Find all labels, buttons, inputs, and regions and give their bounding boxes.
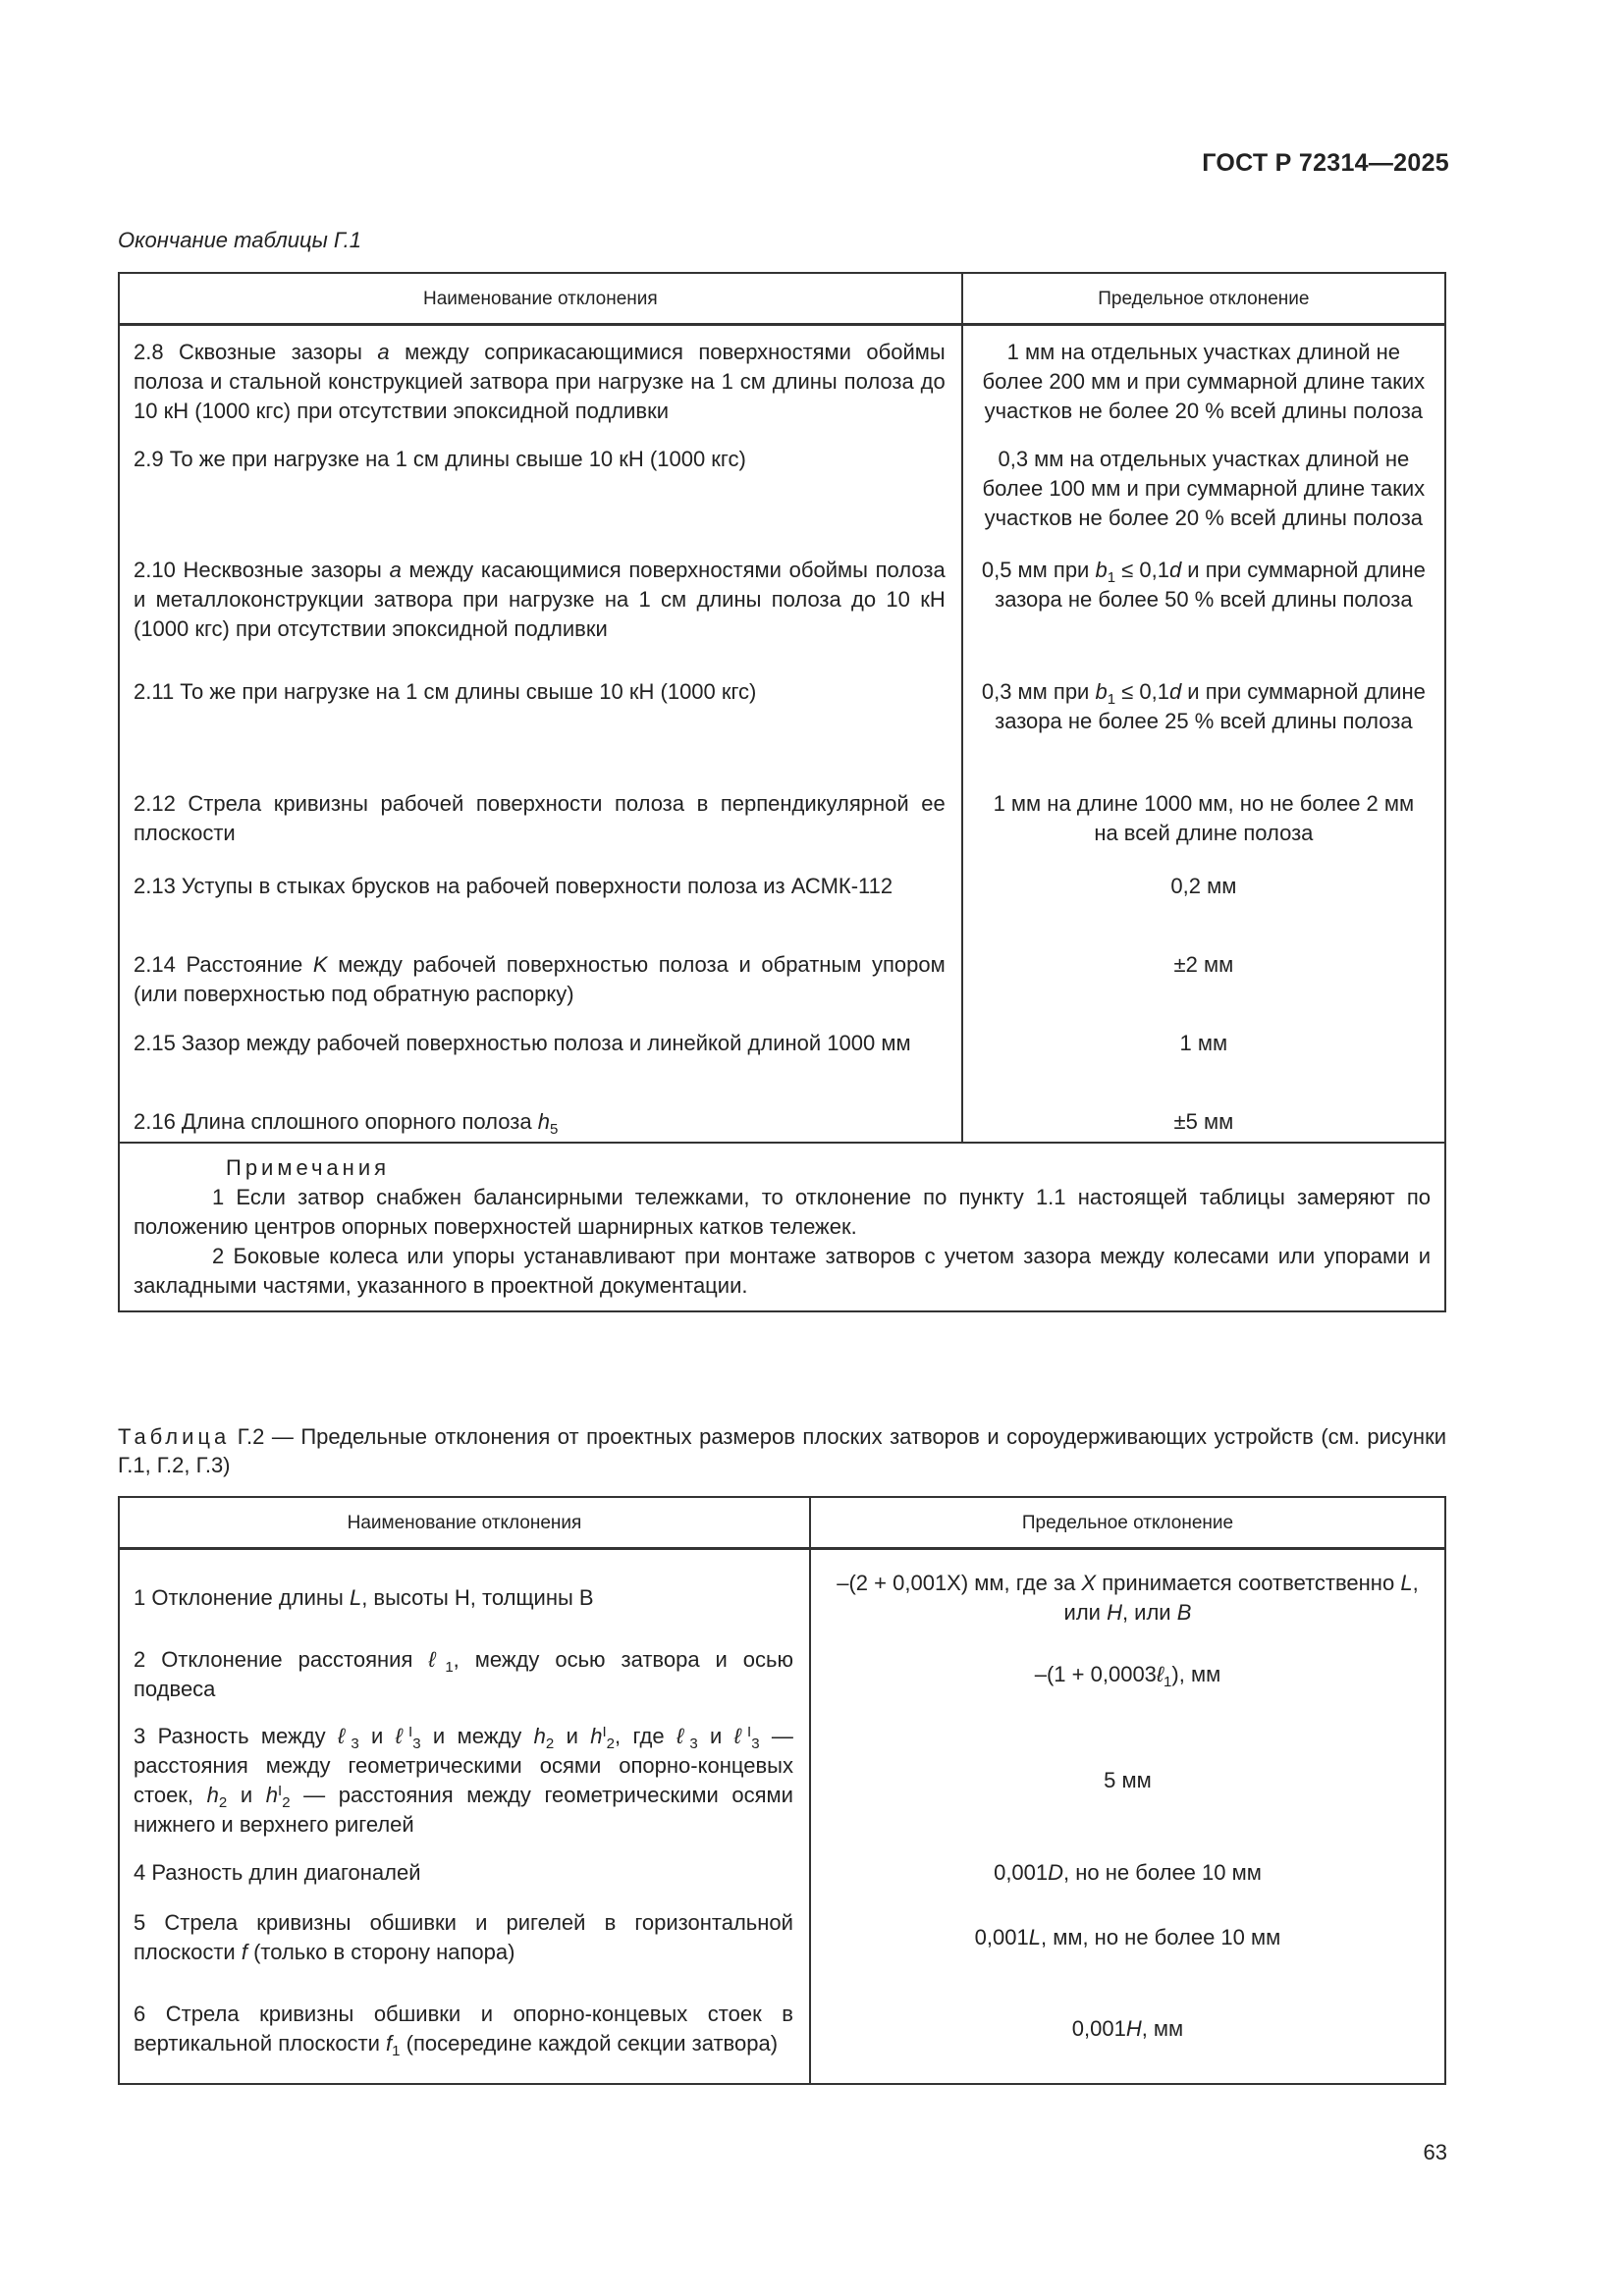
row-limit-cell: –(1 + 0,0003ℓ$_1$), мм bbox=[810, 1634, 1445, 1715]
row-name-cell: 2.13 Уступы в стыках брусков на рабочей поверхности полоза из АСМК-112 bbox=[119, 853, 962, 932]
row-limit-cell: ±5 мм bbox=[962, 1089, 1445, 1143]
row-name-cell: 2.11 То же при нагрузке на 1 см длины свыше 10 кН (1000 кгс) bbox=[119, 659, 962, 771]
table-row bbox=[119, 932, 1445, 1010]
page-number: 63 bbox=[1423, 2140, 1447, 2164]
note-item: 2 Боковые колеса или упоры устанавливают при монтаже затворов с учетом зазора между колесами или упорами и закладными частями, указанного в проектной документации. bbox=[134, 1244, 1431, 1298]
row-limit-cell: 0,001L, мм, но не более 10 мм bbox=[810, 1899, 1445, 1976]
row-name-cell: 2.10 Несквозные зазоры a между касающимися поверхностями обоймы полоза и металлоконструкции затвора при нагрузке на 1 см длины полоза до 10 кН (1000 кгс) при отсутствии эпоксидной подливки bbox=[119, 537, 962, 659]
row-limit-cell: 0,3 мм при $b_1 \le 0,1d$ и при суммарной длине зазора не более 25 % всей длины полоза bbox=[962, 659, 1445, 771]
row-limit-cell: 0,3 мм на отдельных участках длиной не более 100 мм и при суммарной длине таких участков не более 20 % всей длины полоза bbox=[962, 426, 1445, 537]
row-name-cell: 2.15 Зазор между рабочей поверхностью полоза и линейкой длиной 1000 мм bbox=[119, 1010, 962, 1089]
row-name-cell: 2.16 Длина сплошного опорного полоза $h_5$ bbox=[119, 1089, 962, 1143]
table-row bbox=[119, 1715, 1445, 1846]
document-code: ГОСТ Р 72314—2025 bbox=[1202, 149, 1449, 177]
table2-caption bbox=[118, 1422, 1446, 1479]
row-name-cell: 4 Разность длин диагоналей bbox=[119, 1846, 810, 1899]
table-row bbox=[119, 659, 1445, 771]
table-row bbox=[119, 1010, 1445, 1089]
table2-caption-text: Г.2 — Предельные отклонения от проектных размеров плоских затворов и сороудерживающих устройств (см. рисунки Г.1, Г.2, Г.3) bbox=[118, 1424, 1446, 1477]
table1-notes bbox=[119, 1143, 1445, 1311]
row-limit-cell: 0,001D, но не более 10 мм bbox=[810, 1846, 1445, 1899]
table2-col-header-name: Наименование отклонения bbox=[119, 1497, 810, 1549]
row-name-cell: 3 Разность между ℓ$_3$ и ℓ$^I_3$ и между $h_2$ и $h^I_2$, где ℓ$_3$ и ℓ$^I_3$ — расстояния между геометрическими осями опорно-концевых стоек, $h_2$ и $h^I_2$ — расстояния между геометрическими осями нижнего и верхнего ригелей bbox=[119, 1715, 810, 1846]
notes-title: Примечания bbox=[226, 1155, 391, 1180]
row-limit-cell: 5 мм bbox=[810, 1715, 1445, 1846]
table2-caption-label: Таблица bbox=[118, 1424, 231, 1449]
table-row bbox=[119, 426, 1445, 537]
row-limit-cell: 0,2 мм bbox=[962, 853, 1445, 932]
table1 bbox=[118, 272, 1446, 1312]
table-row bbox=[119, 1634, 1445, 1715]
table-row bbox=[119, 325, 1445, 427]
row-limit-cell: 1 мм bbox=[962, 1010, 1445, 1089]
row-name-cell: 1 Отклонение длины L, высоты Н, толщины В bbox=[119, 1549, 810, 1634]
table2 bbox=[118, 1496, 1446, 2085]
row-name-cell: 2.9 То же при нагрузке на 1 см длины свыше 10 кН (1000 кгс) bbox=[119, 426, 962, 537]
row-name-cell: 2.12 Стрела кривизны рабочей поверхности полоза в перпендикулярной ее плоскости bbox=[119, 771, 962, 853]
table-row bbox=[119, 1846, 1445, 1899]
table1-caption: Окончание таблицы Г.1 bbox=[118, 228, 361, 252]
row-limit-cell: 0,001Н, мм bbox=[810, 1976, 1445, 2084]
table-row bbox=[119, 1549, 1445, 1634]
row-limit-cell: 0,5 мм при $b_1 \le 0,1d$ и при суммарной длине зазора не более 50 % всей длины полоза bbox=[962, 537, 1445, 659]
row-limit-cell: ±2 мм bbox=[962, 932, 1445, 1010]
table-row bbox=[119, 1899, 1445, 1976]
table-row bbox=[119, 771, 1445, 853]
table-row bbox=[119, 853, 1445, 932]
table1-notes-row bbox=[119, 1143, 1445, 1311]
row-limit-cell: –(2 + 0,001Х) мм, где за X принимается соответственно L, или Н, или В bbox=[810, 1549, 1445, 1634]
table1-col-header-limit: Предельное отклонение bbox=[962, 273, 1445, 325]
row-limit-cell: 1 мм на длине 1000 мм, но не более 2 мм на всей длине полоза bbox=[962, 771, 1445, 853]
row-name-cell: 5 Стрела кривизны обшивки и ригелей в горизонтальной плоскости f (только в сторону напора) bbox=[119, 1899, 810, 1976]
table-row bbox=[119, 537, 1445, 659]
row-name-cell: 2.14 Расстояние K между рабочей поверхностью полоза и обратным упором (или поверхностью под обратную распорку) bbox=[119, 932, 962, 1010]
table-row bbox=[119, 1976, 1445, 2084]
row-name-cell: 6 Стрела кривизны обшивки и опорно-концевых стоек в вертикальной плоскости $f_1$ (посередине каждой секции затвора) bbox=[119, 1976, 810, 2084]
row-name-cell: 2 Отклонение расстояния ℓ$_1$, между осью затвора и осью подвеса bbox=[119, 1634, 810, 1715]
row-name-cell: 2.8 Сквозные зазоры a между соприкасающимися поверхностями обоймы полоза и стальной конструкцией затвора при нагрузке на 1 см длины полоза до 10 кН (1000 кгс) при отсутствии эпоксидной подливки bbox=[119, 325, 962, 427]
table1-header-row bbox=[119, 273, 1445, 325]
table1-col-header-name: Наименование отклонения bbox=[119, 273, 962, 325]
table2-header-row bbox=[119, 1497, 1445, 1549]
table-row bbox=[119, 1089, 1445, 1143]
note-item: 1 Если затвор снабжен балансирными тележками, то отклонение по пункту 1.1 настоящей таблицы замеряют по положению центров опорных поверхностей шарнирных катков тележек. bbox=[134, 1185, 1431, 1239]
table2-col-header-limit: Предельное отклонение bbox=[810, 1497, 1445, 1549]
row-limit-cell: 1 мм на отдельных участках длиной не более 200 мм и при суммарной длине таких участков не более 20 % всей длины полоза bbox=[962, 325, 1445, 427]
